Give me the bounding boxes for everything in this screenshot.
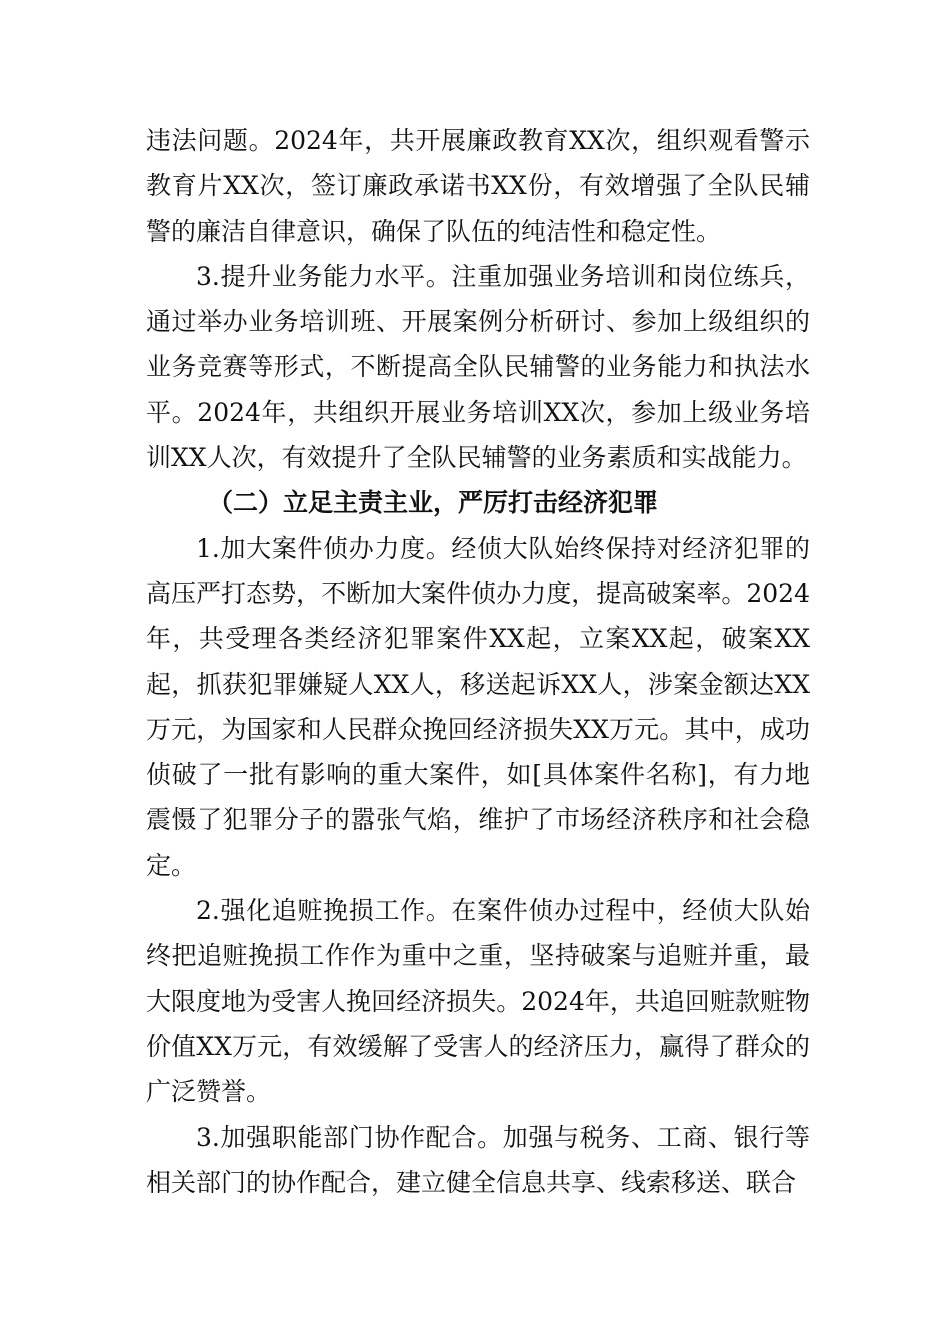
paragraph-business-training: 3.提升业务能力水平。注重加强业务培训和岗位练兵，通过举办业务培训班、开展案例分析研讨、参加上级组织的业务竞赛等形式，不断提高全队民辅警的业务能力和执法水平。2024年，共组织开展业务培训XX次，参加上级业务培训XX人次，有效提升了全队民辅警的业务素质和实战能力。 (146, 261, 810, 473)
paragraph-case-investigation: 1.加大案件侦办力度。经侦大队始终保持对经济犯罪的高压严打态势，不断加大案件侦办力度，提高破案率。2024年，共受理各类经济犯罪案件XX起，立案XX起，破案XX起，抓获犯罪嫌疑人XX人，移送起诉XX人，涉案金额达XX万元，为国家和人民群众挽回经济损失XX万元。其中，成功侦破了一批有影响的重大案件，如[具体案件名称]，有力地震慑了犯罪分子的嚣张气焰，维护了市场经济秩序和社会稳定。 (146, 533, 810, 880)
section-heading: （二）立足主责主业，严厉打击经济犯罪 (208, 488, 659, 518)
paragraph-asset-recovery: 2.强化追赃挽损工作。在案件侦办过程中，经侦大队始终把追赃挽损工作作为重中之重，坚持破案与追赃并重，最大限度地为受害人挽回经济损失。2024年，共追回赃款赃物价值XX万元，有效缓解了受害人的经济压力，赢得了群众的广泛赞誉。 (146, 896, 810, 1107)
paragraph-department-cooperation: 3.加强职能部门协作配合。加强与税务、工商、银行等相关部门的协作配合，建立健全信息共享、线索移送、联合 (146, 1122, 810, 1197)
document-body (146, 118, 810, 1205)
paragraph-continuation: 违法问题。2024年，共开展廉政教育XX次，组织观看警示教育片XX次，签订廉政承诺书XX份，有效增强了全队民辅警的廉洁自律意识，确保了队伍的纯洁性和稳定性。 (146, 126, 810, 246)
